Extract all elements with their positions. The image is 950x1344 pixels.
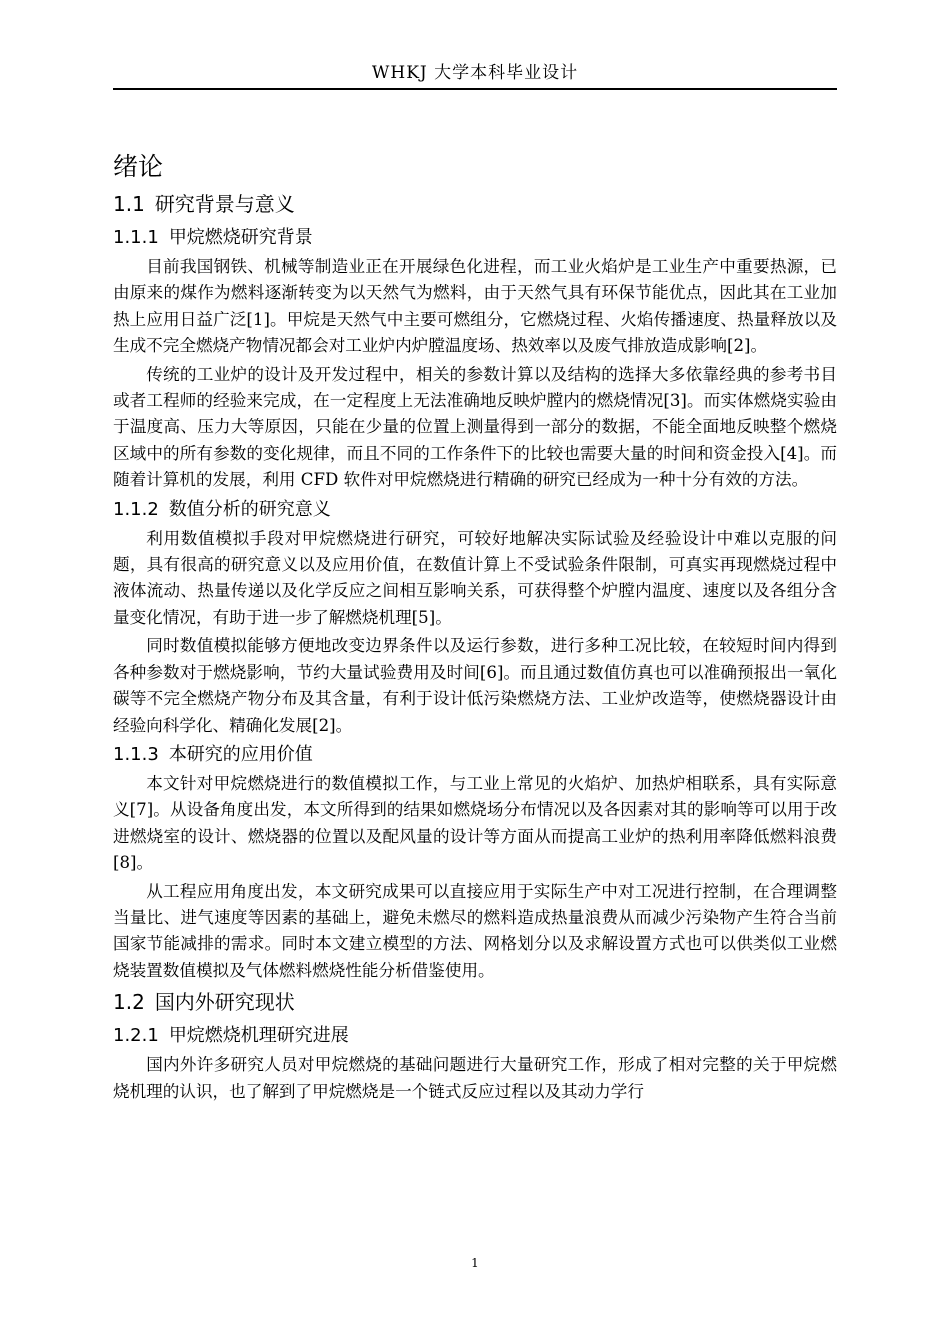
- section-heading-1-2: [113, 986, 837, 1018]
- subsection-heading-1-1-3: [113, 741, 837, 769]
- subsection-heading-1-1-2: [113, 496, 837, 524]
- paragraph: 传统的工业炉的设计及开发过程中，相关的参数计算以及结构的选择大多依靠经典的参考书目或者工程师的经验来完成，在一定程度上无法准确地反映炉膛内的燃烧情况[3]。而实体燃烧实验由于温度高、压力大等原因，只能在少量的位置上测量得到一部分的数据，不能全面地反映整个燃烧区域中的所有参数的变化规律，而且不同的工作条件下的比较也需要大量的时间和资金投入[4]。而随着计算机的发展，利用 CFD 软件对甲烷燃烧进行精确的研究已经成为一种十分有效的方法。: [113, 364, 837, 490]
- section-title: 研究背景与意义: [154, 192, 295, 216]
- subsection-number: 1.1.2: [113, 498, 159, 520]
- section-title: 国内外研究现状: [154, 990, 295, 1015]
- paragraph: 目前我国钢铁、机械等制造业正在开展绿色化进程，而工业火焰炉是工业生产中重要热源，已由原来的煤作为燃料逐渐转变为以天然气为燃料，由于天然气具有环保节能优点，因此其在工业加热上应用日益广泛[1]。甲烷是天然气中主要可燃组分，它燃烧过程、火焰传播速度、热量释放以及生成不完全燃烧产物情况都会对工业炉内炉膛温度场、热效率以及废气排放造成影响[2]。: [113, 257, 837, 356]
- subsection-heading-1-2-1: [113, 1022, 837, 1050]
- subsection-title: 甲烷燃烧机理研究进展: [168, 1025, 349, 1047]
- paragraph: 国内外许多研究人员对甲烷燃烧的基础问题进行大量研究工作，形成了相对完整的关于甲烷燃烧机理的认识，也了解到了甲烷燃烧是一个链式反应过程以及其动力学行: [113, 1055, 837, 1101]
- section-heading-1-1: [113, 188, 837, 220]
- paragraph: 从工程应用角度出发，本文研究成果可以直接应用于实际生产中对工况进行控制，在合理调整当量比、进气速度等因素的基础上，避免未燃尽的燃料造成热量浪费从而减少污染物产生符合当前国家节能减排的需求。同时本文建立模型的方法、网格划分以及求解设置方式也可以供类似工业燃烧装置数值模拟及气体燃料燃烧性能分析借鉴使用。: [113, 881, 837, 980]
- page-header: WHKJ 大学本科毕业设计: [371, 63, 579, 83]
- subsection-number: 1.2.1: [113, 1025, 159, 1047]
- subsection-number: 1.1.1: [113, 227, 159, 248]
- subsection-title: 本研究的应用价值: [168, 743, 313, 765]
- subsection-title: 数值分析的研究意义: [168, 498, 331, 520]
- subsection-heading-1-1-1: [113, 224, 837, 252]
- subsection-title: 甲烷燃烧研究背景: [168, 227, 313, 248]
- section-number: 1.2: [113, 990, 145, 1015]
- document-body: [113, 148, 837, 1107]
- page-number: 1: [471, 1256, 479, 1270]
- chapter-title: 绪论: [113, 152, 164, 181]
- section-number: 1.1: [113, 192, 145, 216]
- subsection-number: 1.1.3: [113, 743, 159, 765]
- paragraph: 本文针对甲烷燃烧进行的数值模拟工作，与工业上常见的火焰炉、加热炉相联系，具有实际意义[7]。从设备角度出发，本文所得到的结果如燃烧场分布情况以及各因素对其的影响等可以用于改进燃烧室的设计、燃烧器的位置以及配风量的设计等方面从而提高工业炉的热利用率降低燃料浪费[8]。: [113, 773, 837, 873]
- header-rule: [113, 88, 837, 90]
- paragraph: 利用数值模拟手段对甲烷燃烧进行研究，可较好地解决实际试验及经验设计中难以克服的问题，具有很高的研究意义以及应用价值，在数值计算上不受试验条件限制，可真实再现燃烧过程中液体流动、热量传递以及化学反应之间相互影响关系，可获得整个炉膛内温度、速度以及各组分含量变化情况，有助于进一步了解燃烧机理[5]。: [113, 528, 837, 627]
- paragraph: 同时数值模拟能够方便地改变边界条件以及运行参数，进行多种工况比较，在较短时间内得到各种参数对于燃烧影响，节约大量试验费用及时间[6]。而且通过数值仿真也可以准确预报出一氧化碳等不完全燃烧产物分布及其含量，有利于设计低污染燃烧方法、工业炉改造等，使燃烧器设计由经验向科学化、精确化发展[2]。: [113, 636, 837, 735]
